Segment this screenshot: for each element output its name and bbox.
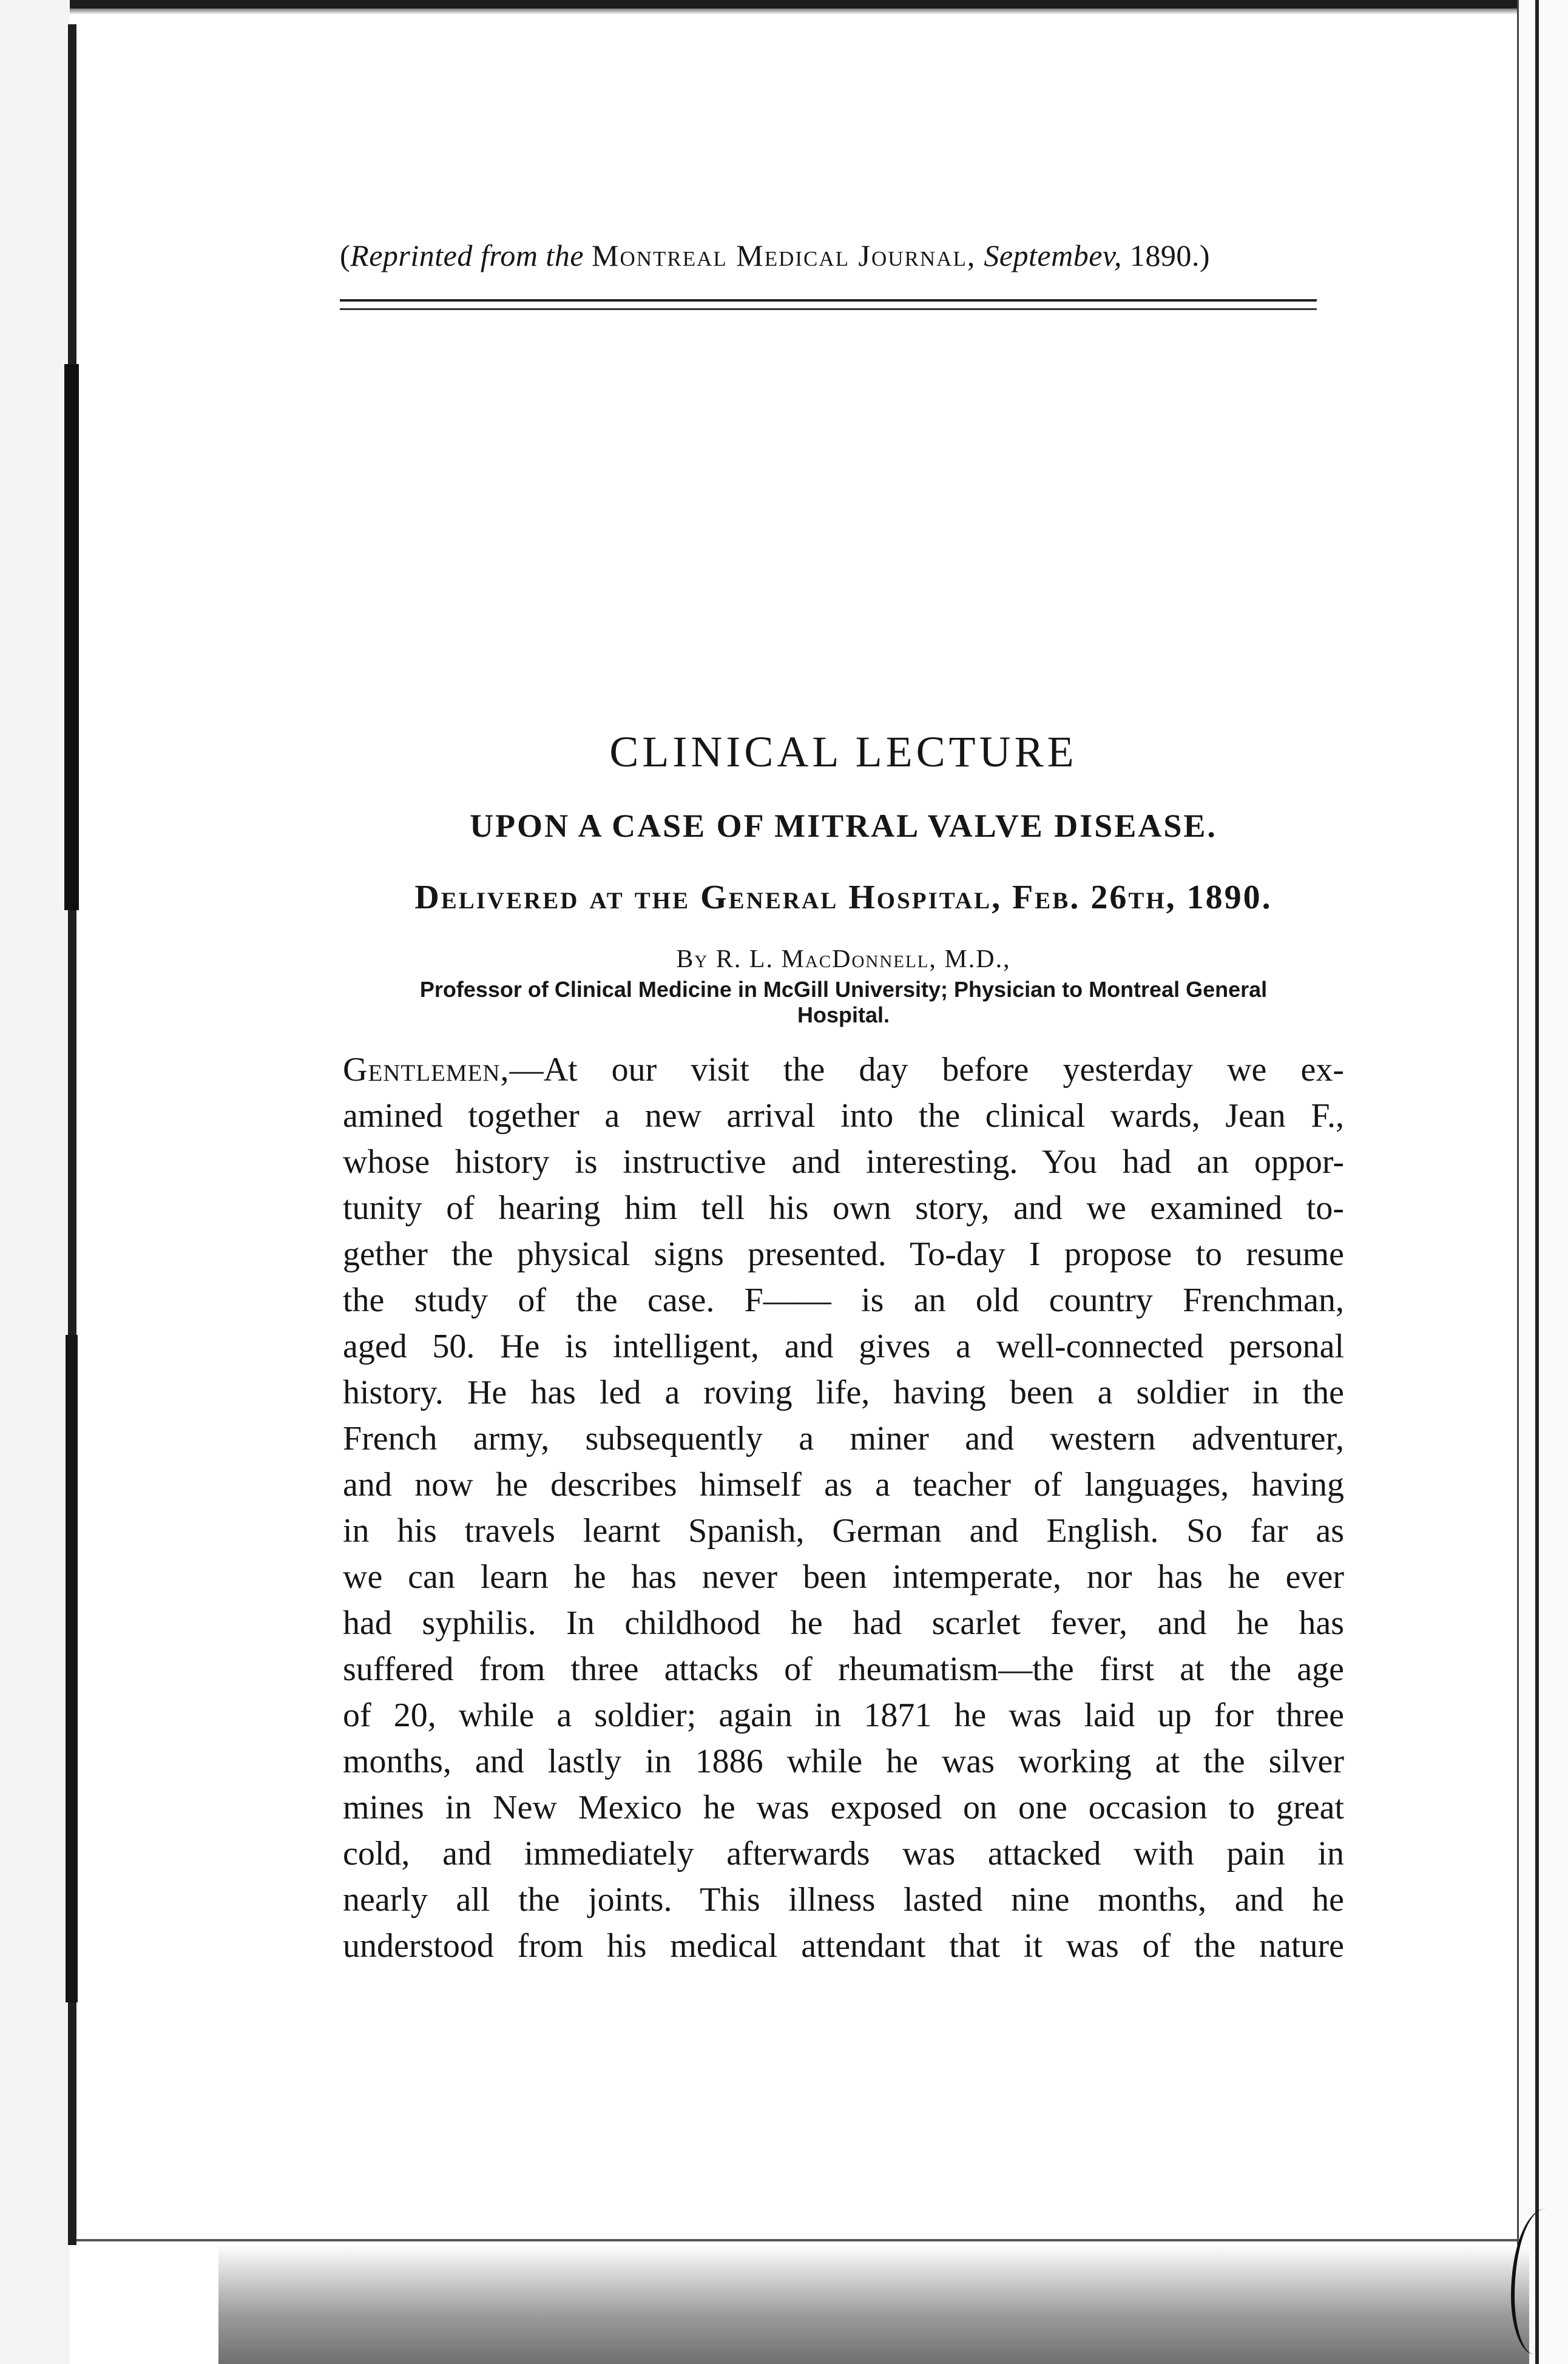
author-line: By R. L. MacDonnell, M.D., xyxy=(676,945,1011,973)
body-line: amined together a new arrival into the clinical wards, Jean F., xyxy=(343,1097,1344,1135)
affiliation-line-1: Professor of Clinical Medicine in McGill University; Physician to Montreal General xyxy=(419,977,1268,1002)
delivery-line: Delivered at the General Hospital, Feb. 26th, 1890. xyxy=(414,879,1272,916)
body-line: gether the physical signs presented. To-day I propose to resume xyxy=(343,1235,1344,1273)
journal-month: Septembev, xyxy=(984,238,1122,272)
lecture-subtitle: UPON A CASE OF MITRAL VALVE DISEASE. xyxy=(470,808,1217,844)
scan-right-margin xyxy=(1517,0,1568,2364)
journal-name: Montreal Medical Journal, xyxy=(592,238,976,272)
reprint-notice xyxy=(340,238,1365,273)
body-line: and now he describes himself as a teacher of languages, having xyxy=(343,1466,1344,1504)
body-line: mines in New Mexico he was exposed on one occasion to great xyxy=(343,1789,1344,1826)
body-line: nearly all the joints. This illness lasted nine months, and he xyxy=(343,1881,1344,1919)
journal-year: 1890.) xyxy=(1129,238,1211,272)
body-line: French army, subsequently a miner and western adventurer, xyxy=(343,1420,1344,1457)
page-right-border xyxy=(1535,0,1539,2364)
page-bottom-edge xyxy=(76,2239,1521,2241)
body-line: we can learn he has never been intemperate, nor has he ever xyxy=(343,1558,1344,1596)
document-page xyxy=(79,0,1517,2239)
header-rule-bottom xyxy=(340,308,1317,310)
body-line: whose history is instructive and interesting. You had an oppor- xyxy=(343,1143,1344,1181)
body-line xyxy=(343,1047,1344,1093)
body-line: aged 50. He is intelligent, and gives a well-connected personal xyxy=(343,1328,1344,1365)
body-line-text: —At our visit the day before yesterday we ex- xyxy=(509,1051,1344,1089)
body-line: suffered from three attacks of rheumatism—the first at the age xyxy=(343,1650,1344,1688)
body-line: had syphilis. In childhood he had scarlet fever, and he has xyxy=(343,1604,1344,1642)
reprint-intro: Reprinted from the xyxy=(350,238,584,272)
scan-left-margin xyxy=(0,0,70,2364)
body-line: the study of the case. F—— is an old country Frenchman, xyxy=(343,1282,1344,1319)
body-line: months, and lastly in 1886 while he was working at the silver xyxy=(343,1743,1344,1780)
lecture-title: CLINICAL LECTURE xyxy=(609,728,1078,776)
body-line: understood from his medical attendant that it was of the nature xyxy=(343,1927,1344,1965)
scan-bottom-shadow xyxy=(218,2245,1529,2364)
lecture-body xyxy=(343,1047,1344,1969)
body-line: of 20, while a soldier; again in 1871 he was laid up for three xyxy=(343,1697,1344,1734)
salutation: Gentlemen, xyxy=(343,1051,510,1089)
header-rule-top xyxy=(340,299,1317,302)
body-line: history. He has led a roving life, having been a soldier in the xyxy=(343,1374,1344,1411)
binding-edge-dark-upper xyxy=(64,364,79,910)
author-affiliation xyxy=(340,977,1347,1028)
affiliation-line-2: Hospital. xyxy=(797,1002,890,1027)
body-line: cold, and immediately afterwards was attacked with pain in xyxy=(343,1835,1344,1873)
binding-edge-dark-lower xyxy=(66,1335,78,2002)
reprint-open-paren: ( xyxy=(340,238,351,272)
body-line: tunity of hearing him tell his own story, and we examined to- xyxy=(343,1189,1344,1227)
body-line: in his travels learnt Spanish, German and English. So far as xyxy=(343,1512,1344,1550)
